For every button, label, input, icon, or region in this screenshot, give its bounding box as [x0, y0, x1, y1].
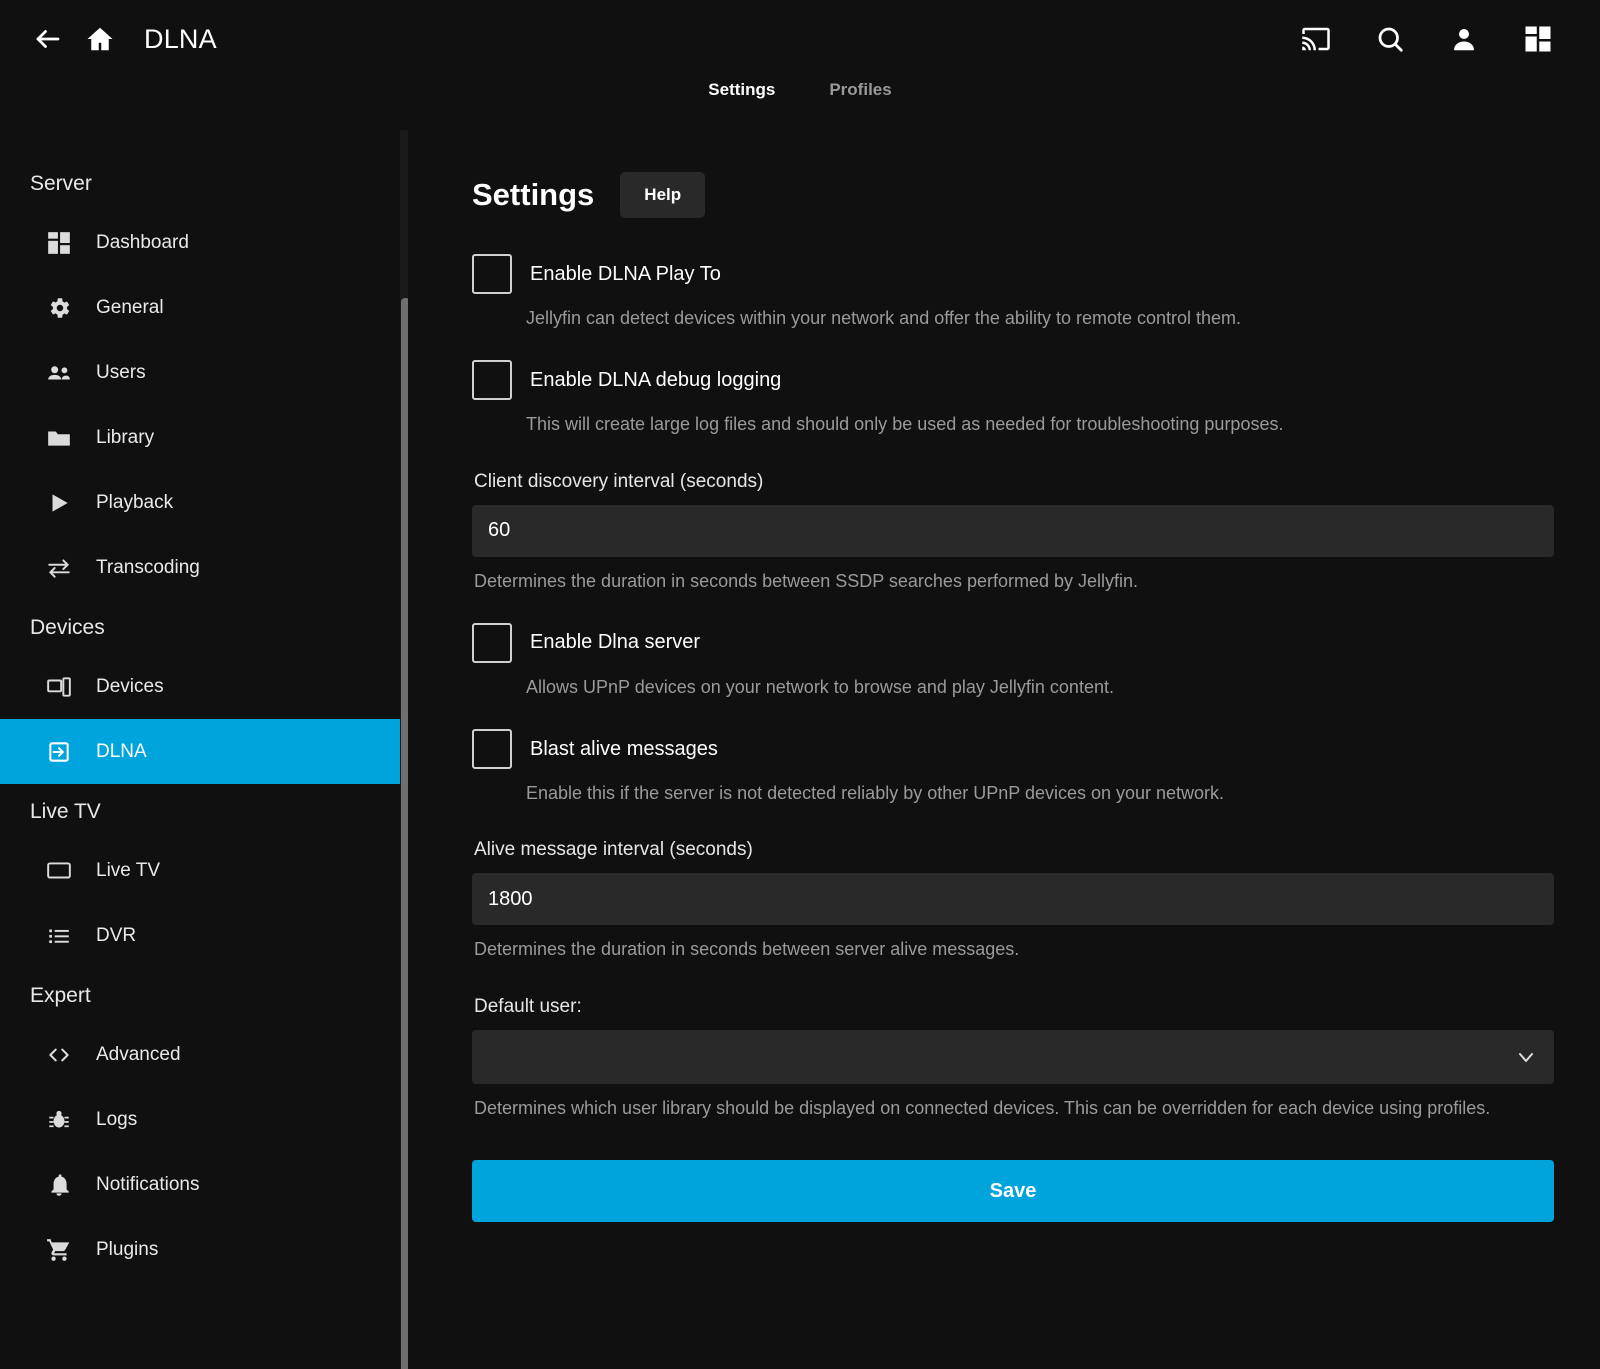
sidebar-item-label: Dashboard [96, 231, 189, 253]
top-bar [0, 0, 1600, 78]
sidebar-group-devices: Devices [30, 616, 105, 639]
home-button[interactable] [74, 13, 126, 65]
sidebar-item-label: Plugins [96, 1238, 159, 1260]
client-discovery-interval-input[interactable] [472, 505, 1554, 557]
enable-dlna-play-to-label: Enable DLNA Play To [530, 262, 721, 285]
sidebar-group-expert: Expert [30, 984, 91, 1007]
bell-icon [46, 1172, 80, 1198]
person-icon [1449, 24, 1479, 54]
sidebar-item-notifications[interactable] [0, 1152, 408, 1217]
client-discovery-interval-description: Determines the duration in seconds between SSDP searches performed by Jellyfin. [474, 570, 1139, 591]
dashboard-grid-icon [46, 230, 80, 256]
sidebar-item-general[interactable] [0, 275, 408, 340]
cast-button[interactable] [1290, 13, 1342, 65]
sidebar-item-devices[interactable] [0, 654, 408, 719]
sidebar-item-logs[interactable] [0, 1087, 408, 1152]
client-discovery-interval-label: Client discovery interval (seconds) [474, 470, 764, 492]
page-title: DLNA [144, 23, 217, 54]
default-user-description: Determines which user library should be displayed on connected devices. This can be overridden for each device using profiles. [474, 1097, 1491, 1118]
arrow-left-icon [33, 24, 63, 54]
home-icon [85, 24, 115, 54]
alive-message-interval-input[interactable] [472, 873, 1554, 925]
sidebar-item-label: Logs [96, 1108, 138, 1130]
blast-alive-messages-checkbox[interactable] [472, 729, 512, 769]
sidebar-item-playback[interactable] [0, 470, 408, 535]
sidebar-item-label: General [96, 296, 164, 318]
folder-icon [46, 425, 80, 451]
sidebar-item-label: Library [96, 426, 155, 448]
code-brackets-icon [46, 1042, 80, 1068]
tab-settings[interactable]: Settings [708, 80, 776, 99]
user-button[interactable] [1438, 13, 1490, 65]
save-button[interactable]: Save [472, 1160, 1554, 1222]
enable-dlna-play-to-checkbox[interactable] [472, 254, 512, 294]
play-icon [46, 490, 80, 516]
content-body [0, 130, 1600, 1369]
top-bar-actions [1290, 13, 1578, 65]
list-icon [46, 923, 80, 949]
gear-icon [46, 295, 80, 321]
help-button[interactable]: Help [620, 172, 705, 218]
dashboard-grid-icon [1523, 24, 1553, 54]
sidebar-item-transcoding[interactable] [0, 535, 408, 600]
default-user-select-wrap [472, 1030, 1554, 1084]
sidebar-item-plugins[interactable] [0, 1217, 408, 1282]
dlna-arrow-icon [46, 739, 80, 765]
sidebar-scrollbar-thumb[interactable] [401, 298, 408, 1369]
tab-profiles[interactable]: Profiles [829, 80, 892, 99]
sidebar-item-label: Users [96, 361, 146, 383]
sidebar-item-label: Advanced [96, 1043, 181, 1065]
sidebar-item-live-tv[interactable] [0, 838, 408, 903]
tv-icon [46, 858, 80, 884]
tab-bar [0, 78, 1600, 130]
settings-title: Settings [472, 177, 595, 212]
sidebar-item-users[interactable] [0, 340, 408, 405]
enable-dlna-debug-logging-checkbox[interactable] [472, 360, 512, 400]
search-button[interactable] [1364, 13, 1416, 65]
sidebar-item-label: Notifications [96, 1173, 200, 1195]
enable-dlna-play-to-description: Jellyfin can detect devices within your network and offer the ability to remote control them. [526, 308, 1242, 328]
bug-icon [46, 1107, 80, 1133]
dashboard-button[interactable] [1512, 13, 1564, 65]
sidebar-item-label: Live TV [96, 859, 161, 881]
cart-icon [46, 1237, 80, 1263]
sidebar-group-livetv: Live TV [30, 800, 101, 823]
enable-dlna-play-to-row[interactable] [472, 254, 1554, 294]
sidebar-item-library[interactable] [0, 405, 408, 470]
blast-alive-messages-row[interactable] [472, 729, 1554, 769]
default-user-select[interactable] [472, 1030, 1554, 1084]
search-icon [1375, 24, 1405, 54]
enable-dlna-server-label: Enable Dlna server [530, 631, 701, 654]
sidebar-item-label: Playback [96, 491, 174, 513]
blast-alive-messages-description: Enable this if the server is not detected reliably by other UPnP devices on your network. [526, 783, 1225, 804]
enable-dlna-debug-logging-row[interactable] [472, 360, 1554, 400]
enable-dlna-server-description: Allows UPnP devices on your network to browse and play Jellyfin content. [526, 676, 1114, 697]
sidebar-item-label: DVR [96, 924, 137, 946]
sidebar-item-dvr[interactable] [0, 903, 408, 968]
alive-message-interval-label: Alive message interval (seconds) [474, 839, 753, 861]
enable-dlna-debug-logging-label: Enable DLNA debug logging [530, 368, 782, 391]
sidebar-group-server: Server [30, 172, 92, 195]
sidebar-item-advanced[interactable] [0, 1022, 408, 1087]
devices-icon [46, 674, 80, 700]
default-user-label: Default user: [474, 995, 582, 1017]
sidebar [0, 130, 408, 1369]
people-icon [46, 360, 80, 386]
sidebar-item-dashboard[interactable] [0, 210, 408, 275]
alive-message-interval-description: Determines the duration in seconds between server alive messages. [474, 939, 1020, 960]
settings-header [472, 172, 1554, 218]
enable-dlna-server-checkbox[interactable] [472, 623, 512, 663]
sidebar-item-label: Transcoding [96, 556, 200, 578]
settings-panel [408, 130, 1600, 1369]
sidebar-item-dlna[interactable] [0, 719, 408, 784]
enable-dlna-server-row[interactable] [472, 623, 1554, 663]
cast-icon [1301, 24, 1331, 54]
sidebar-item-label: DLNA [96, 740, 147, 762]
blast-alive-messages-label: Blast alive messages [530, 737, 718, 760]
enable-dlna-debug-logging-description: This will create large log files and should only be used as needed for troubleshooting purposes. [526, 414, 1284, 435]
transcode-arrows-icon [46, 555, 80, 581]
sidebar-item-label: Devices [96, 675, 164, 697]
back-button[interactable] [22, 13, 74, 65]
